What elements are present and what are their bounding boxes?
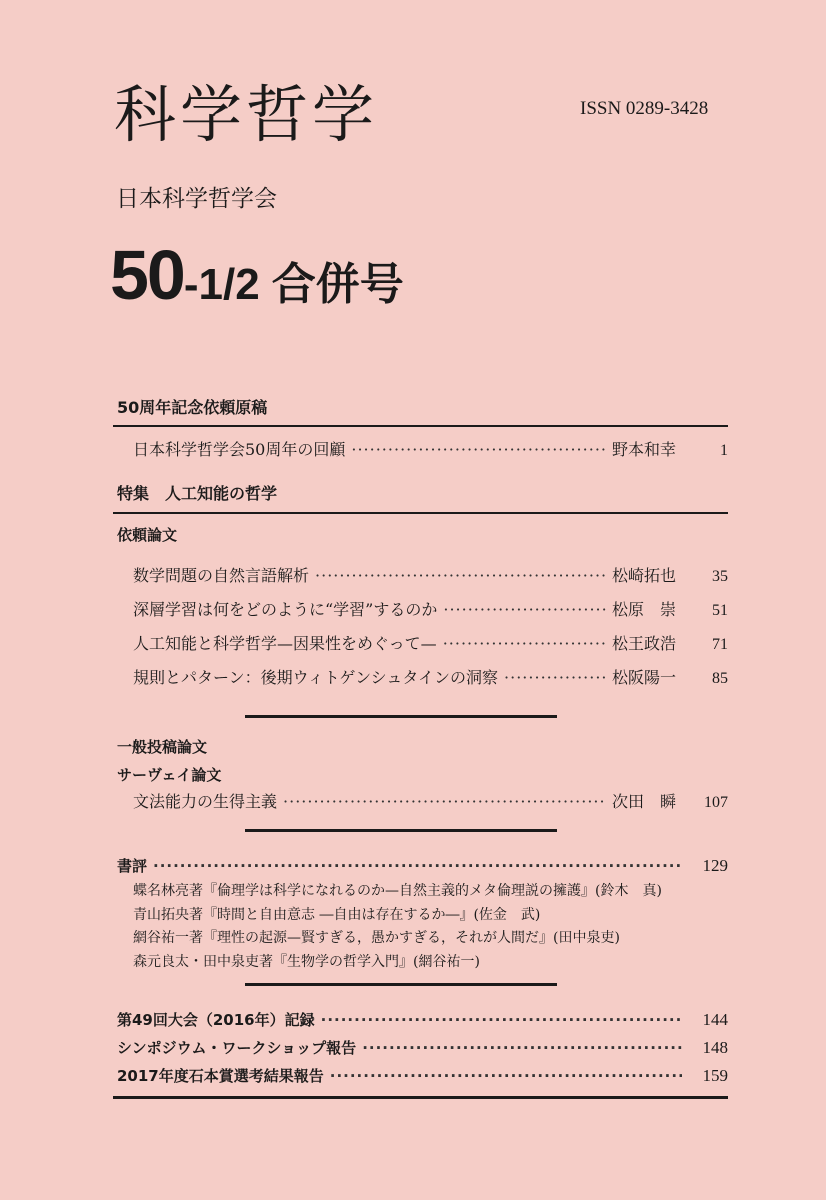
issue-number [110, 236, 404, 314]
entry-title: 文法能力の生得主義 [133, 792, 278, 811]
section-heading-feature: 特集 人工知能の哲学 [117, 484, 278, 503]
entry-title: シンポジウム・ワークショップ報告 [117, 1039, 357, 1057]
bottom-rule [113, 1096, 728, 1099]
entry-title: 規則とパターン：後期ウィトゲンシュタインの洞察 [133, 668, 499, 687]
entry-author: 次田 瞬 [612, 792, 677, 811]
entry-page: 144 [702, 1010, 728, 1029]
short-divider [245, 829, 557, 832]
toc-entry-record[interactable] [117, 1066, 728, 1086]
toc-entry-reviews[interactable] [117, 856, 728, 876]
review-item: 網谷祐一著『理性の起源—賢すぎる，愚かすぎる，それが人間だ』(田中泉吏) [133, 930, 620, 946]
leader-dots [283, 792, 606, 812]
short-divider [245, 715, 557, 718]
entry-page: 107 [704, 794, 728, 811]
journal-title: 科学哲学 [114, 78, 379, 151]
subheading-invited: 依頼論文 [117, 526, 178, 544]
toc-entry[interactable] [133, 440, 728, 461]
reviews-heading: 書評 [117, 857, 148, 875]
entry-title: 深層学習は何をどのように“学習”するのか [133, 600, 438, 619]
leader-dots [351, 440, 606, 460]
entry-page: 148 [702, 1038, 728, 1057]
subheading-survey: サーヴェイ論文 [117, 766, 222, 784]
entry-title: 日本科学哲学会50周年の回顧 [133, 440, 346, 459]
entry-author: 松原 崇 [612, 600, 677, 619]
volume-number: 50 [110, 236, 184, 314]
entry-title: 人工知能と科学哲学—因果性をめぐって— [133, 634, 437, 653]
entry-title: 2017年度石本賞選考結果報告 [117, 1067, 324, 1085]
entry-author: 松崎拓也 [612, 566, 677, 585]
entry-page: 85 [712, 670, 728, 687]
entry-title: 数学問題の自然言語解析 [133, 566, 310, 585]
entry-page: 35 [712, 568, 728, 585]
leader-dots [321, 1010, 682, 1030]
short-divider [245, 983, 557, 986]
leader-dots [330, 1066, 682, 1086]
toc-entry[interactable] [133, 566, 728, 587]
section-divider [113, 425, 728, 427]
leader-dots [504, 668, 606, 688]
entry-author: 野本和幸 [612, 440, 677, 459]
review-item: 蝶名林亮著『倫理学は科学になれるのか—自然主義的メタ倫理説の擁護』(鈴木 真) [133, 883, 662, 899]
toc-entry-record[interactable] [117, 1038, 728, 1058]
entry-author: 松阪陽一 [612, 668, 677, 687]
leader-dots [315, 566, 606, 586]
issue-kind: 合併号 [271, 259, 404, 310]
section-heading-anniversary: 50周年記念依頼原稿 [117, 398, 268, 417]
issn-number: ISSN 0289-3428 [580, 98, 709, 119]
section-divider [113, 512, 728, 514]
toc-entry[interactable] [133, 600, 728, 621]
entry-page: 129 [702, 856, 728, 875]
toc-entry[interactable] [133, 634, 728, 655]
leader-dots [443, 634, 606, 654]
entry-page: 51 [712, 602, 728, 619]
leader-dots [443, 600, 606, 620]
toc-entry[interactable] [133, 668, 728, 689]
section-heading-general: 一般投稿論文 [117, 738, 208, 756]
review-item: 青山拓央著『時間と自由意志 ―自由は存在するか―』(佐金 武) [133, 907, 541, 923]
entry-page: 71 [712, 636, 728, 653]
entry-author: 松王政浩 [612, 634, 677, 653]
issue-numbers: -1/2 [183, 260, 260, 309]
toc-entry-record[interactable] [117, 1010, 728, 1030]
leader-dots [362, 1038, 682, 1058]
entry-title: 第49回大会（2016年）記録 [117, 1011, 315, 1029]
leader-dots [153, 856, 682, 876]
entry-page: 159 [702, 1066, 728, 1085]
toc-entry[interactable] [133, 792, 728, 813]
society-name: 日本科学哲学会 [116, 186, 277, 212]
entry-page: 1 [720, 442, 728, 459]
review-item: 森元良太・田中泉吏著『生物学の哲学入門』(網谷祐一) [133, 954, 480, 970]
